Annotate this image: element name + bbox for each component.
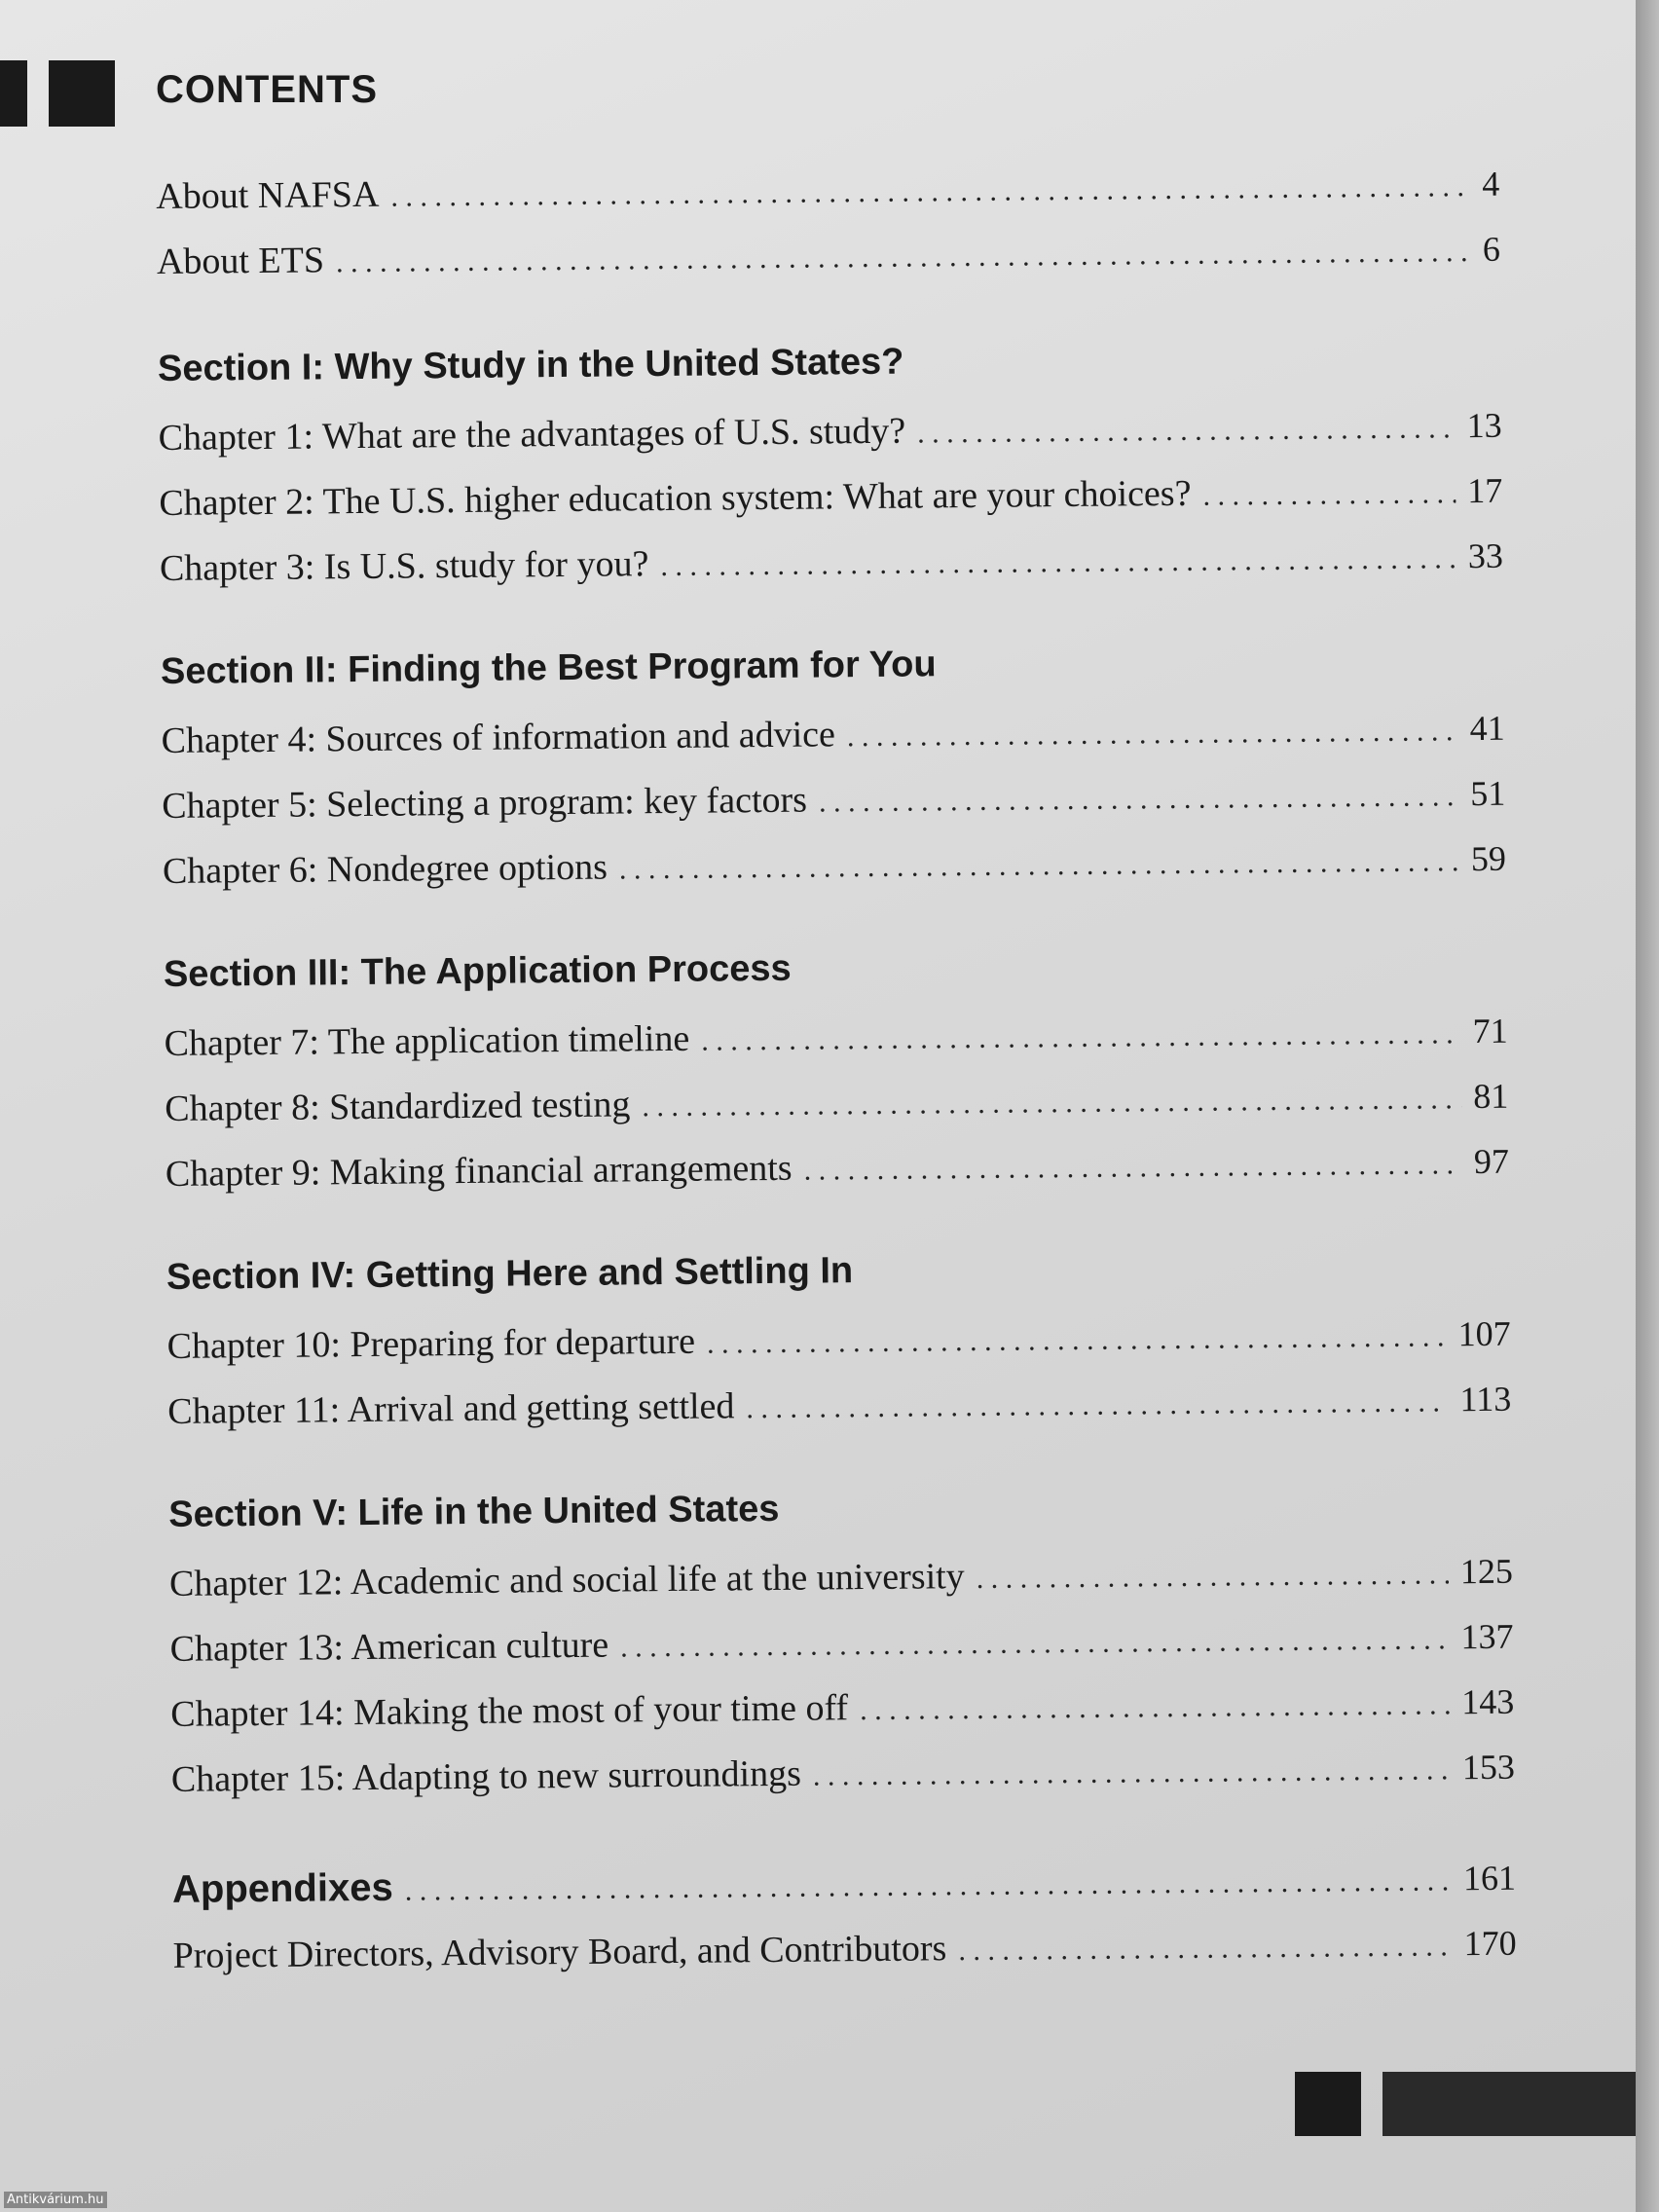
entry-label: Chapter 6: Nondegree options: [162, 846, 608, 892]
dot-leader: [1202, 462, 1456, 527]
toc-entry: [162, 762, 1506, 840]
entry-page: 170: [1463, 1923, 1517, 1964]
entry-label: Chapter 14: Making the most of your time off: [170, 1687, 849, 1735]
section-2: [161, 635, 1506, 905]
toc-entry: [158, 394, 1502, 472]
entry-label: Chapter 11: Arrival and getting settled: [167, 1385, 735, 1432]
entry-label: Chapter 12: Academic and social life at the university: [168, 1556, 965, 1604]
entry-label: Chapter 9: Making financial arrangements: [165, 1147, 793, 1195]
dot-leader: [860, 1674, 1451, 1742]
entry-label: About ETS: [156, 240, 325, 282]
footer-block-left: [1295, 2072, 1361, 2136]
front-matter: [156, 153, 1500, 296]
footer-block-right: [1382, 2072, 1636, 2136]
entry-label: About NAFSA: [156, 173, 380, 217]
header-block-left: [0, 60, 27, 127]
entry-page: 33: [1467, 535, 1504, 576]
entry-page: 125: [1459, 1551, 1514, 1592]
toc-entry: [161, 697, 1505, 775]
dot-leader: [813, 1739, 1452, 1807]
section-4: [166, 1240, 1512, 1446]
section-1: [158, 332, 1503, 603]
entry-label: Chapter 5: Selecting a program: key factors: [162, 779, 808, 827]
entry-label: Chapter 13: American culture: [169, 1624, 609, 1670]
dot-leader: [390, 156, 1470, 229]
header-block-right: [49, 60, 115, 127]
dot-leader: [819, 765, 1459, 833]
toc-entry: [169, 1605, 1514, 1683]
dot-leader: [336, 221, 1471, 294]
dot-leader: [976, 1543, 1449, 1610]
entry-page: 71: [1472, 1011, 1508, 1051]
end-matter: [172, 1846, 1517, 1990]
dot-leader: [847, 700, 1458, 768]
toc-entry: [171, 1736, 1516, 1814]
table-of-contents: [156, 153, 1517, 2035]
entry-page: 137: [1460, 1616, 1514, 1657]
toc-entry: [163, 828, 1507, 905]
entry-label: Chapter 7: The application timeline: [164, 1017, 690, 1064]
toc-entry: [169, 1540, 1514, 1618]
page-edge: [1636, 0, 1659, 2212]
entry-page: 13: [1466, 405, 1502, 446]
contents-heading: CONTENTS: [156, 68, 378, 111]
entry-page: 51: [1470, 773, 1506, 814]
section-title: Section V: Life in the United States: [168, 1488, 780, 1535]
toc-entry: [159, 460, 1503, 537]
toc-entry: [172, 1912, 1517, 1990]
section-title: Section III: The Application Process: [163, 947, 792, 995]
entry-page: 161: [1462, 1858, 1517, 1899]
dot-leader: [642, 1068, 1462, 1138]
entry-page: 97: [1473, 1141, 1510, 1182]
toc-entry-appendixes: [172, 1846, 1517, 1925]
section-5: [168, 1478, 1515, 1814]
dot-leader: [917, 397, 1456, 464]
toc-entry: [157, 218, 1501, 296]
dot-leader: [958, 1915, 1453, 1982]
dot-leader: [660, 528, 1456, 598]
dot-leader: [619, 830, 1460, 901]
dot-leader: [701, 1003, 1461, 1072]
dot-leader: [404, 1850, 1452, 1922]
dot-leader: [707, 1306, 1447, 1375]
entry-page: 107: [1457, 1313, 1511, 1354]
dot-leader: [746, 1371, 1449, 1440]
dot-leader: [620, 1608, 1450, 1678]
section-3: [164, 938, 1509, 1208]
entry-page: 81: [1473, 1076, 1509, 1117]
entry-page: 41: [1469, 708, 1505, 749]
toc-entry: [160, 525, 1504, 603]
entry-page: 17: [1467, 470, 1503, 511]
entry-label: Chapter 1: What are the advantages of U.S. study?: [158, 410, 906, 459]
entry-page: 59: [1470, 838, 1507, 879]
toc-entry: [166, 1303, 1511, 1381]
toc-entry: [164, 1000, 1508, 1078]
entry-page: 143: [1461, 1681, 1515, 1722]
section-title: Section II: Finding the Best Program for You: [160, 644, 937, 692]
toc-entry: [156, 153, 1500, 231]
entry-page: 4: [1482, 164, 1500, 203]
toc-entry: [166, 1130, 1510, 1208]
entry-label: Appendixes: [171, 1865, 393, 1911]
entry-label: Chapter 10: Preparing for departure: [166, 1320, 696, 1367]
entry-label: Chapter 4: Sources of information and advice: [161, 714, 836, 761]
toc-entry: [170, 1671, 1515, 1749]
toc-entry: [165, 1065, 1509, 1143]
entry-label: Project Directors, Advisory Board, and Contributors: [172, 1928, 947, 1976]
toc-entry: [167, 1368, 1512, 1446]
entry-page: 153: [1461, 1747, 1516, 1788]
dot-leader: [803, 1133, 1462, 1201]
entry-label: Chapter 2: The U.S. higher education system: What are your choices?: [159, 472, 1192, 524]
entry-label: Chapter 8: Standardized testing: [165, 1084, 631, 1129]
section-title: Section I: Why Study in the United States?: [157, 341, 904, 389]
watermark: Antikvárium.hu: [4, 2192, 107, 2208]
entry-page: 6: [1482, 229, 1501, 269]
entry-label: Chapter 15: Adapting to new surroundings: [170, 1752, 802, 1800]
entry-page: 113: [1459, 1379, 1512, 1419]
section-title: Section IV: Getting Here and Settling In: [166, 1250, 854, 1298]
entry-label: Chapter 3: Is U.S. study for you?: [159, 543, 649, 589]
